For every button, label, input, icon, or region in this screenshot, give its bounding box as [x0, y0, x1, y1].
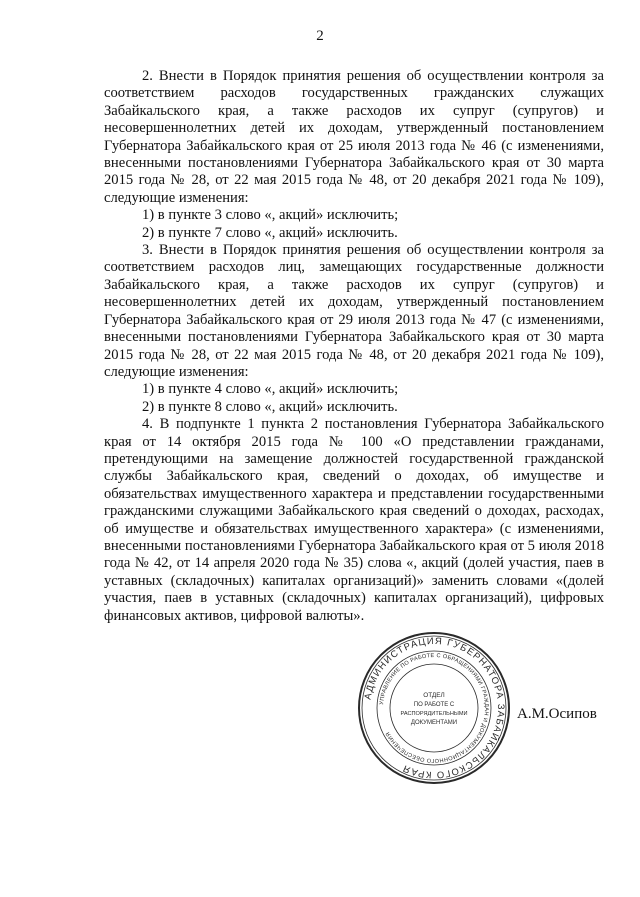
- official-stamp: [356, 630, 512, 786]
- stamp-center-line-4: ДОКУМЕНТАМИ: [410, 720, 458, 726]
- stamp-center-line-1: ОТДЕЛ: [423, 692, 445, 699]
- stamp-center-line-2: ПО РАБОТЕ С: [413, 702, 455, 708]
- svg-text:УПРАВЛЕНИЕ ПО РАБОТЕ С ОБРАЩЕН: [379, 653, 489, 763]
- stamp-center-line-3: РАСПОРЯДИТЕЛЬНЫМИ: [400, 711, 468, 717]
- document-body: [104, 68, 604, 625]
- sub-item-3-1: 1) в пункте 4 слово «, акций» исключить;: [142, 381, 399, 398]
- paragraph-item-4: 4. В подпункте 1 пункта 2 постановления Губернатора Забайкальского края от 14 октября 2015 года № 100 «О представлении гражданами, претендующими на замещение должностей государственной гражданской службы Забайкальского края, сведений о доходах, об имуществе и обязательствах имущественного характера и представлении государственными гражданскими служащими Забайкальского края сведений о доходах, расходах, об имуществе и обязательствах имущественного характера» (с изменениями, внесенными постановлениями Губернатора Забайкальского края от 5 июля 2018 года № 42, от 14 апреля 2020 года № 35) слова «, акций (долей участия, паев в уставных (складочных) капиталах организаций)» заменить словами «(долей участия, паев в уставных (складочных) капиталах организаций), цифровых финансовых активов, цифровой валюты».: [104, 416, 604, 624]
- page-number: 2: [316, 28, 324, 44]
- stamp-outer-text: АДМИНИСТРАЦИЯ ГУБЕРНАТОРА ЗАБАЙКАЛЬСКОГО КРАЯ: [361, 634, 508, 782]
- signatory-name: А.М.Осипов: [517, 706, 597, 722]
- sub-item-2-2: 2) в пункте 7 слово «, акций» исключить.: [142, 224, 398, 241]
- sub-item-2-1: 1) в пункте 3 слово «, акций» исключить;: [142, 207, 399, 224]
- stamp-inner-text: УПРАВЛЕНИЕ ПО РАБОТЕ С ОБРАЩЕНИЯМИ ГРАЖДАН И ДОКУМЕНТАЦИОННОГО ОБЕСПЕЧЕНИЯ: [379, 652, 490, 764]
- paragraph-item-3: 3. Внести в Порядок принятия решения об осуществлении контроля за соответствием расходов лиц, замещающих государственные должности Забайкальского края, а также расходов их супруг (супругов) и несовершеннолетних детей их доходам, утвержденный постановлением Губернатора Забайкальского края от 29 июля 2013 года № 47 (с изменениями, внесенными постановлениями Губернатора Забайкальского края от 30 марта 2015 года № 28, от 22 мая 2015 года № 48, от 20 декабря 2021 года № 109), следующие изменения:: [104, 242, 604, 380]
- paragraph-item-2: 2. Внести в Порядок принятия решения об осуществлении контроля за соответствием расходов государственных гражданских служащих Забайкальского края, а также расходов их супруг (супругов) и несовершеннолетних детей их доходам, утвержденный постановлением Губернатора Забайкальского края от 25 июля 2013 года № 46 (с изменениями, внесенными постановлениями Губернатора Забайкальского края от 30 марта 2015 года № 28, от 22 мая 2015 года № 48, от 20 декабря 2021 года № 109), следующие изменения:: [104, 68, 604, 206]
- sub-item-3-2: 2) в пункте 8 слово «, акций» исключить.: [142, 398, 398, 415]
